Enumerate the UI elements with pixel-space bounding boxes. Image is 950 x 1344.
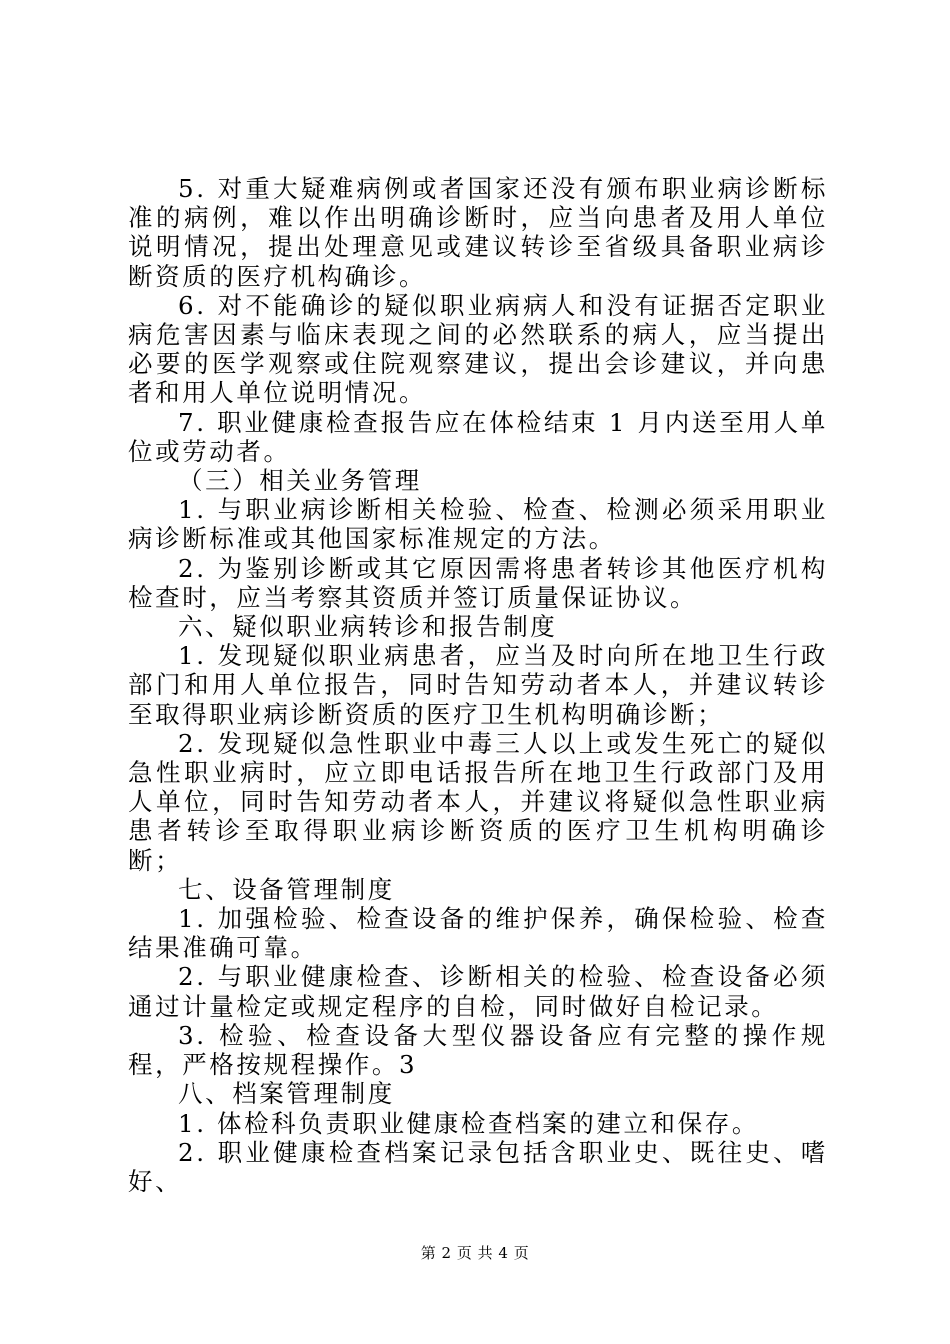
paragraph-2-acute-poisoning: 2. 发现疑似急性职业中毒三人以上或发生死亡的疑似急性职业病时，应立即电话报告所在地卫生行政部门及用人单位，同时告知劳动者本人，并建议将疑似急性职业病患者转诊至取得职业病诊断资质的医疗卫生机构明确诊断； <box>128 728 828 875</box>
section-heading-referral-reporting: 六、疑似职业病转诊和报告制度 <box>178 612 558 642</box>
page-footer: 第 2 页 共 4 页 <box>420 1244 530 1262</box>
section-heading-equipment: 七、设备管理制度 <box>178 874 395 904</box>
paragraph-1-equipment-maintenance: 1. 加强检验、检查设备的维护保养，确保检验、检查结果准确可靠。 <box>128 904 828 963</box>
paragraph-5-difficult-cases: 5. 对重大疑难病例或者国家还没有颁布职业病诊断标准的病例，难以作出明确诊断时，应当向患者及用人单位说明情况，提出处理意见或建议转诊至省级具备职业病诊断资质的医疗机构确诊。 <box>128 174 828 291</box>
paragraph-1-diagnosis-methods: 1. 与职业病诊断相关检验、检查、检测必须采用职业病诊断标准或其他国家标准规定的方法。 <box>128 495 828 554</box>
paragraph-7-report-delivery: 7. 职业健康检查报告应在体检结束 1 月内送至用人单位或劳动者。 <box>128 407 828 466</box>
paragraph-3-equipment-procedures: 3. 检验、检查设备大型仪器设备应有完整的操作规程，严格按规程操作。3 <box>128 1020 828 1080</box>
section-heading-archives: 八、档案管理制度 <box>178 1079 395 1109</box>
paragraph-2-referral-quality: 2. 为鉴别诊断或其它原因需将患者转诊其他医疗机构检查时，应当考察其资质并签订质量保证协议。 <box>128 553 828 612</box>
document-body <box>128 174 828 1196</box>
paragraph-2-equipment-calibration: 2. 与职业健康检查、诊断相关的检验、检查设备必须通过计量检定或规定程序的自检，同时做好自检记录。 <box>128 962 828 1021</box>
paragraph-2-archive-contents: 2. 职业健康检查档案记录包括含职业史、既往史、嗜好、 <box>128 1137 828 1196</box>
section-heading-related-business: （三）相关业务管理 <box>178 466 422 496</box>
paragraph-6-undiagnosable: 6. 对不能确诊的疑似职业病病人和没有证据否定职业病危害因素与临床表现之间的必然联系的病人，应当提出必要的医学观察或住院观察建议，提出会诊建议，并向患者和用人单位说明情况。 <box>128 290 828 408</box>
paragraph-1-archive-responsibility: 1. 体检科负责职业健康检查档案的建立和保存。 <box>178 1108 759 1138</box>
paragraph-1-suspected-report: 1. 发现疑似职业病患者，应当及时向所在地卫生行政部门和用人单位报告，同时告知劳动者本人，并建议转诊至取得职业病诊断资质的医疗卫生机构明确诊断； <box>128 641 828 729</box>
